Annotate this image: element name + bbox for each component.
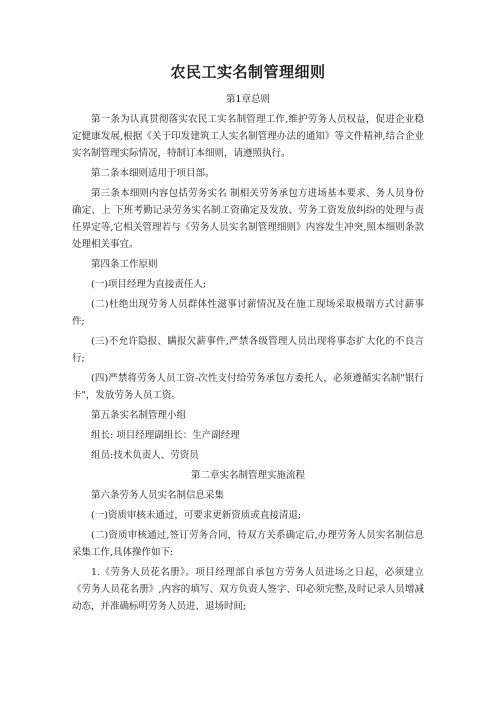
roster-item: 1.《劳务人员花名册》。项目经理部自承包方劳务人员进场之日起，必须建立《劳务人员花名册》,内容的填写、双方负责人签字、印必须完整,及时记录人员增减动态，并准确标明劳务人员进、退场时间; xyxy=(72,567,424,612)
group-leader: 组长: 项目经理副组长：生产副经理 xyxy=(91,430,240,441)
document-page xyxy=(72,62,424,618)
collection-step-1: (一)资质审核未通过，可要求更新资质或直接清退; xyxy=(91,510,302,521)
collection-step-2: (二)资质审核通过,签订劳务合同，待双方关系确定后,办理劳务人员实名制信息采集工作,具体操作如下: xyxy=(72,530,424,558)
article-4: 第四条工作原则 xyxy=(91,259,158,270)
article-5: 第五条实名制管理小组 xyxy=(91,410,187,421)
article-1: 第一条为认真贯彻落实农民工实名制管理工作,维护劳务人员权益，促进企业稳定健康发展,根据《关于印发建筑工人实名制管理办法的通知》等文件精神,结合企业实名制管理实际情况，特制订本细则，请遵照执行。 xyxy=(72,114,424,159)
article-3: 第三条本细则内容包括劳务实名 制相关劳务承包方进场基本要求、务人员身份确定、上 下班考勤记录劳务实名制工资确定及发放、劳务工资发放纠纷的处理与责任界定等,它相关管理若与《劳务人员实名制管理细则》内容发生冲突,照本细则条款处理相关事宜。 xyxy=(72,188,424,250)
chapter-heading: 第1章总则 xyxy=(225,94,271,105)
group-members: 组员:技术负责人、劳资员 xyxy=(91,450,199,461)
article-6: 第六条劳务人员实名制信息采集 xyxy=(91,490,225,501)
chapter-heading: 第二章实名制管理实施流程 xyxy=(190,470,305,481)
principle-3: (三)不允许隐报、瞒报欠薪事件,严禁各级管理人员出现将事态扩大化的不良言行; xyxy=(72,336,424,364)
article-2: 第二条本细则适用于项目部。 xyxy=(91,168,215,179)
principle-2: (二)杜绝出现劳务人员群体性滋事讨薪情况及在施工现场采取极端方式讨薪事件; xyxy=(72,299,424,327)
principle-1: (一)项目经理为直接责任人; xyxy=(91,279,207,290)
document-title: 农民工实名制管理细则 xyxy=(170,63,326,81)
principle-4: (四)严禁将劳务人员工资-次性支付给劳务承包方委托人，必须遵循实名制"银行卡"，发放劳务人员工资。 xyxy=(72,373,424,401)
